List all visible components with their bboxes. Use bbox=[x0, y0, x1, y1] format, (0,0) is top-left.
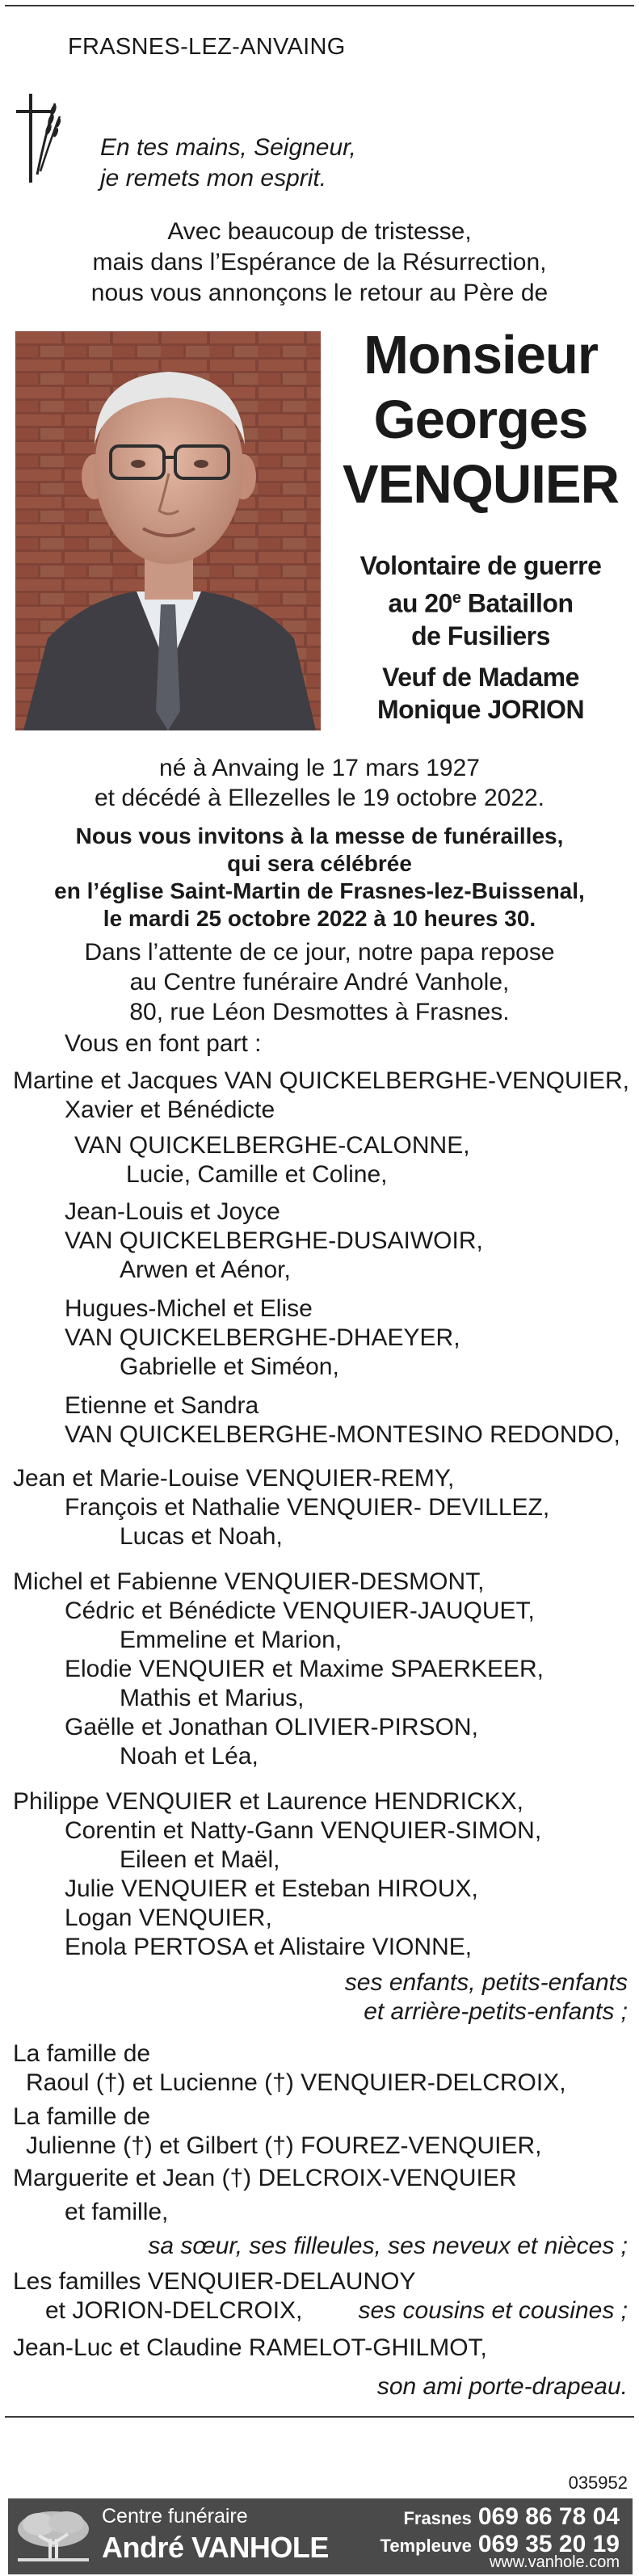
rest-line: 80, rue Léon Desmottes à Frasnes. bbox=[129, 999, 510, 1025]
family-line: Noah et Léa, bbox=[120, 1743, 259, 1770]
family-line: Emmeline et Marion, bbox=[120, 1627, 343, 1653]
prayer-line: En tes mains, Seigneur, bbox=[100, 134, 356, 161]
birth-death-dates bbox=[0, 753, 639, 813]
family-relation-line: ses enfants, petits-enfants bbox=[344, 1969, 628, 1996]
intro-line: mais dans l’Espérance de la Résurrection, bbox=[92, 249, 547, 276]
deceased-last-name: VENQUIER bbox=[343, 454, 619, 515]
family-line: Hugues-Michel et Elise bbox=[65, 1295, 313, 1322]
family-line: et JORION-DELCROIX, bbox=[45, 2297, 303, 2324]
prayer-line: je remets mon esprit. bbox=[100, 165, 327, 192]
family-line: Julie VENQUIER et Esteban HIROUX, bbox=[65, 1875, 478, 1902]
rest-line: au Centre funéraire André Vanhole, bbox=[129, 969, 510, 995]
funeral-home-name: André VANHOLE bbox=[102, 2531, 329, 2564]
top-border bbox=[5, 5, 634, 6]
family-line: Eileen et Maël, bbox=[120, 1846, 280, 1873]
funeral-invitation bbox=[0, 823, 639, 932]
phone-templeuve: 069 35 20 19 bbox=[477, 2531, 620, 2557]
family-line: Jean et Marie-Louise VENQUIER-REMY, bbox=[13, 1465, 455, 1492]
portrait-photo bbox=[15, 331, 321, 730]
family-line: VAN QUICKELBERGHE-CALONNE, bbox=[74, 1132, 470, 1159]
widower-line: Monique JORION bbox=[376, 695, 585, 724]
cross-wheat-icon bbox=[13, 94, 61, 183]
family-line: Martine et Jacques VAN QUICKELBERGHE-VENQUIER, bbox=[13, 1067, 630, 1094]
family-line: et famille, bbox=[65, 2199, 169, 2225]
invitation-line: en l’église Saint-Martin de Frasnes-lez-Buissenal, bbox=[54, 878, 585, 903]
volunteer-line: Volontaire de guerre bbox=[359, 551, 602, 580]
family-line: Gaëlle et Jonathan OLIVIER-PIRSON, bbox=[65, 1714, 478, 1740]
city-frasnes: Frasnes bbox=[403, 2508, 472, 2528]
family-relation-line: sa sœur, ses filleules, ses neveux et nièces ; bbox=[148, 2233, 628, 2259]
volunteer-line bbox=[327, 582, 634, 620]
prayer-verse bbox=[100, 133, 356, 194]
family-line: Philippe VENQUIER et Laurence HENDRICKX, bbox=[13, 1788, 523, 1815]
family-line: Michel et Fabienne VENQUIER-DESMONT, bbox=[13, 1568, 485, 1595]
volunteer-text: au 20 bbox=[388, 588, 452, 618]
funeral-home-label: Centre funéraire bbox=[102, 2505, 248, 2528]
invitation-line: Nous vous invitons à la messe de funérailles, bbox=[75, 823, 564, 848]
family-relation-line: ses cousins et cousines ; bbox=[358, 2297, 628, 2324]
family-line: Logan VENQUIER, bbox=[65, 1905, 272, 1931]
deceased-title: Monsieur bbox=[364, 325, 598, 385]
volunteer-line: de Fusiliers bbox=[411, 621, 550, 650]
family-line: VAN QUICKELBERGHE-DUSAIWOIR, bbox=[65, 1227, 483, 1254]
family-line: Jean-Louis et Joyce bbox=[65, 1198, 280, 1225]
widower-info bbox=[327, 661, 634, 726]
deceased-first-name: Georges bbox=[373, 389, 588, 450]
family-line: Xavier et Bénédicte bbox=[65, 1096, 275, 1123]
contact-frasnes bbox=[345, 2503, 620, 2531]
family-line: Corentin et Natty-Gann VENQUIER-SIMON, bbox=[65, 1817, 542, 1844]
family-line: Jean-Luc et Claudine RAMELOT-GHILMOT, bbox=[13, 2334, 487, 2361]
family-line: Marguerite et Jean (†) DELCROIX-VENQUIER bbox=[13, 2165, 517, 2191]
family-line: Cédric et Bénédicte VENQUIER-JAUQUET, bbox=[65, 1597, 535, 1624]
rest-info bbox=[0, 937, 639, 1027]
family-line: Enola PERTOSA et Alistaire VIONNE, bbox=[65, 1934, 473, 1960]
intro-line: nous vous annonçons le retour au Père de bbox=[90, 280, 549, 306]
funeral-home-banner bbox=[8, 2498, 633, 2574]
family-line: La famille de bbox=[13, 2040, 151, 2067]
family-relation-line: et arrière-petits-enfants ; bbox=[364, 1998, 628, 2025]
family-line: La famille de bbox=[13, 2103, 151, 2130]
ordinal-superscript: e bbox=[452, 589, 461, 607]
family-line: Elodie VENQUIER et Maxime SPAERKEER, bbox=[65, 1656, 544, 1682]
tree-logo-icon bbox=[15, 2507, 92, 2566]
family-relation-line: son ami porte-drapeau. bbox=[376, 2373, 628, 2400]
family-line: Lucie, Camille et Coline, bbox=[126, 1161, 388, 1188]
family-line: Raoul (†) et Lucienne (†) VENQUIER-DELCROIX, bbox=[26, 2069, 566, 2096]
phone-frasnes: 069 86 78 04 bbox=[477, 2503, 620, 2530]
reference-number: 035952 bbox=[568, 2473, 628, 2493]
family-line: Les familles VENQUIER-DELAUNOY bbox=[13, 2268, 416, 2295]
family-line: VAN QUICKELBERGHE-DHAEYER, bbox=[65, 1324, 460, 1351]
intro-text bbox=[0, 217, 639, 309]
family-line: Julienne (†) et Gilbert (†) FOUREZ-VENQUIER, bbox=[26, 2132, 542, 2159]
volunteer-text: Bataillon bbox=[460, 588, 574, 618]
city-templeuve: Templeuve bbox=[380, 2536, 472, 2556]
family-line: Gabrielle et Siméon, bbox=[120, 1353, 339, 1380]
family-line: VAN QUICKELBERGHE-MONTESINO REDONDO, bbox=[65, 1421, 620, 1448]
volunteer-info bbox=[327, 549, 634, 652]
family-line: Mathis et Marius, bbox=[120, 1685, 305, 1711]
invitation-line: le mardi 25 octobre 2022 à 10 heures 30. bbox=[103, 906, 536, 931]
family-line: Lucas et Noah, bbox=[120, 1523, 283, 1550]
family-line: François et Nathalie VENQUIER- DEVILLEZ, bbox=[65, 1494, 550, 1521]
family-line: Etienne et Sandra bbox=[65, 1392, 259, 1419]
intro-line: Avec beaucoup de tristesse, bbox=[167, 218, 472, 245]
website-link[interactable]: www.vanhole.com bbox=[489, 2553, 620, 2571]
town-heading: FRASNES-LEZ-ANVAING bbox=[68, 34, 346, 60]
date-line: né à Anvaing le 17 mars 1927 bbox=[159, 755, 480, 781]
family-line: Arwen et Aénor, bbox=[120, 1256, 291, 1283]
rest-line: Dans l’attente de ce jour, notre papa repose bbox=[84, 939, 555, 966]
date-line: et décédé à Ellezelles le 19 octobre 2022. bbox=[94, 785, 545, 811]
invitation-line: qui sera célébrée bbox=[227, 851, 412, 876]
announce-line: Vous en font part : bbox=[65, 1030, 262, 1057]
bottom-divider bbox=[5, 2416, 634, 2418]
widower-line: Veuf de Madame bbox=[382, 663, 579, 692]
